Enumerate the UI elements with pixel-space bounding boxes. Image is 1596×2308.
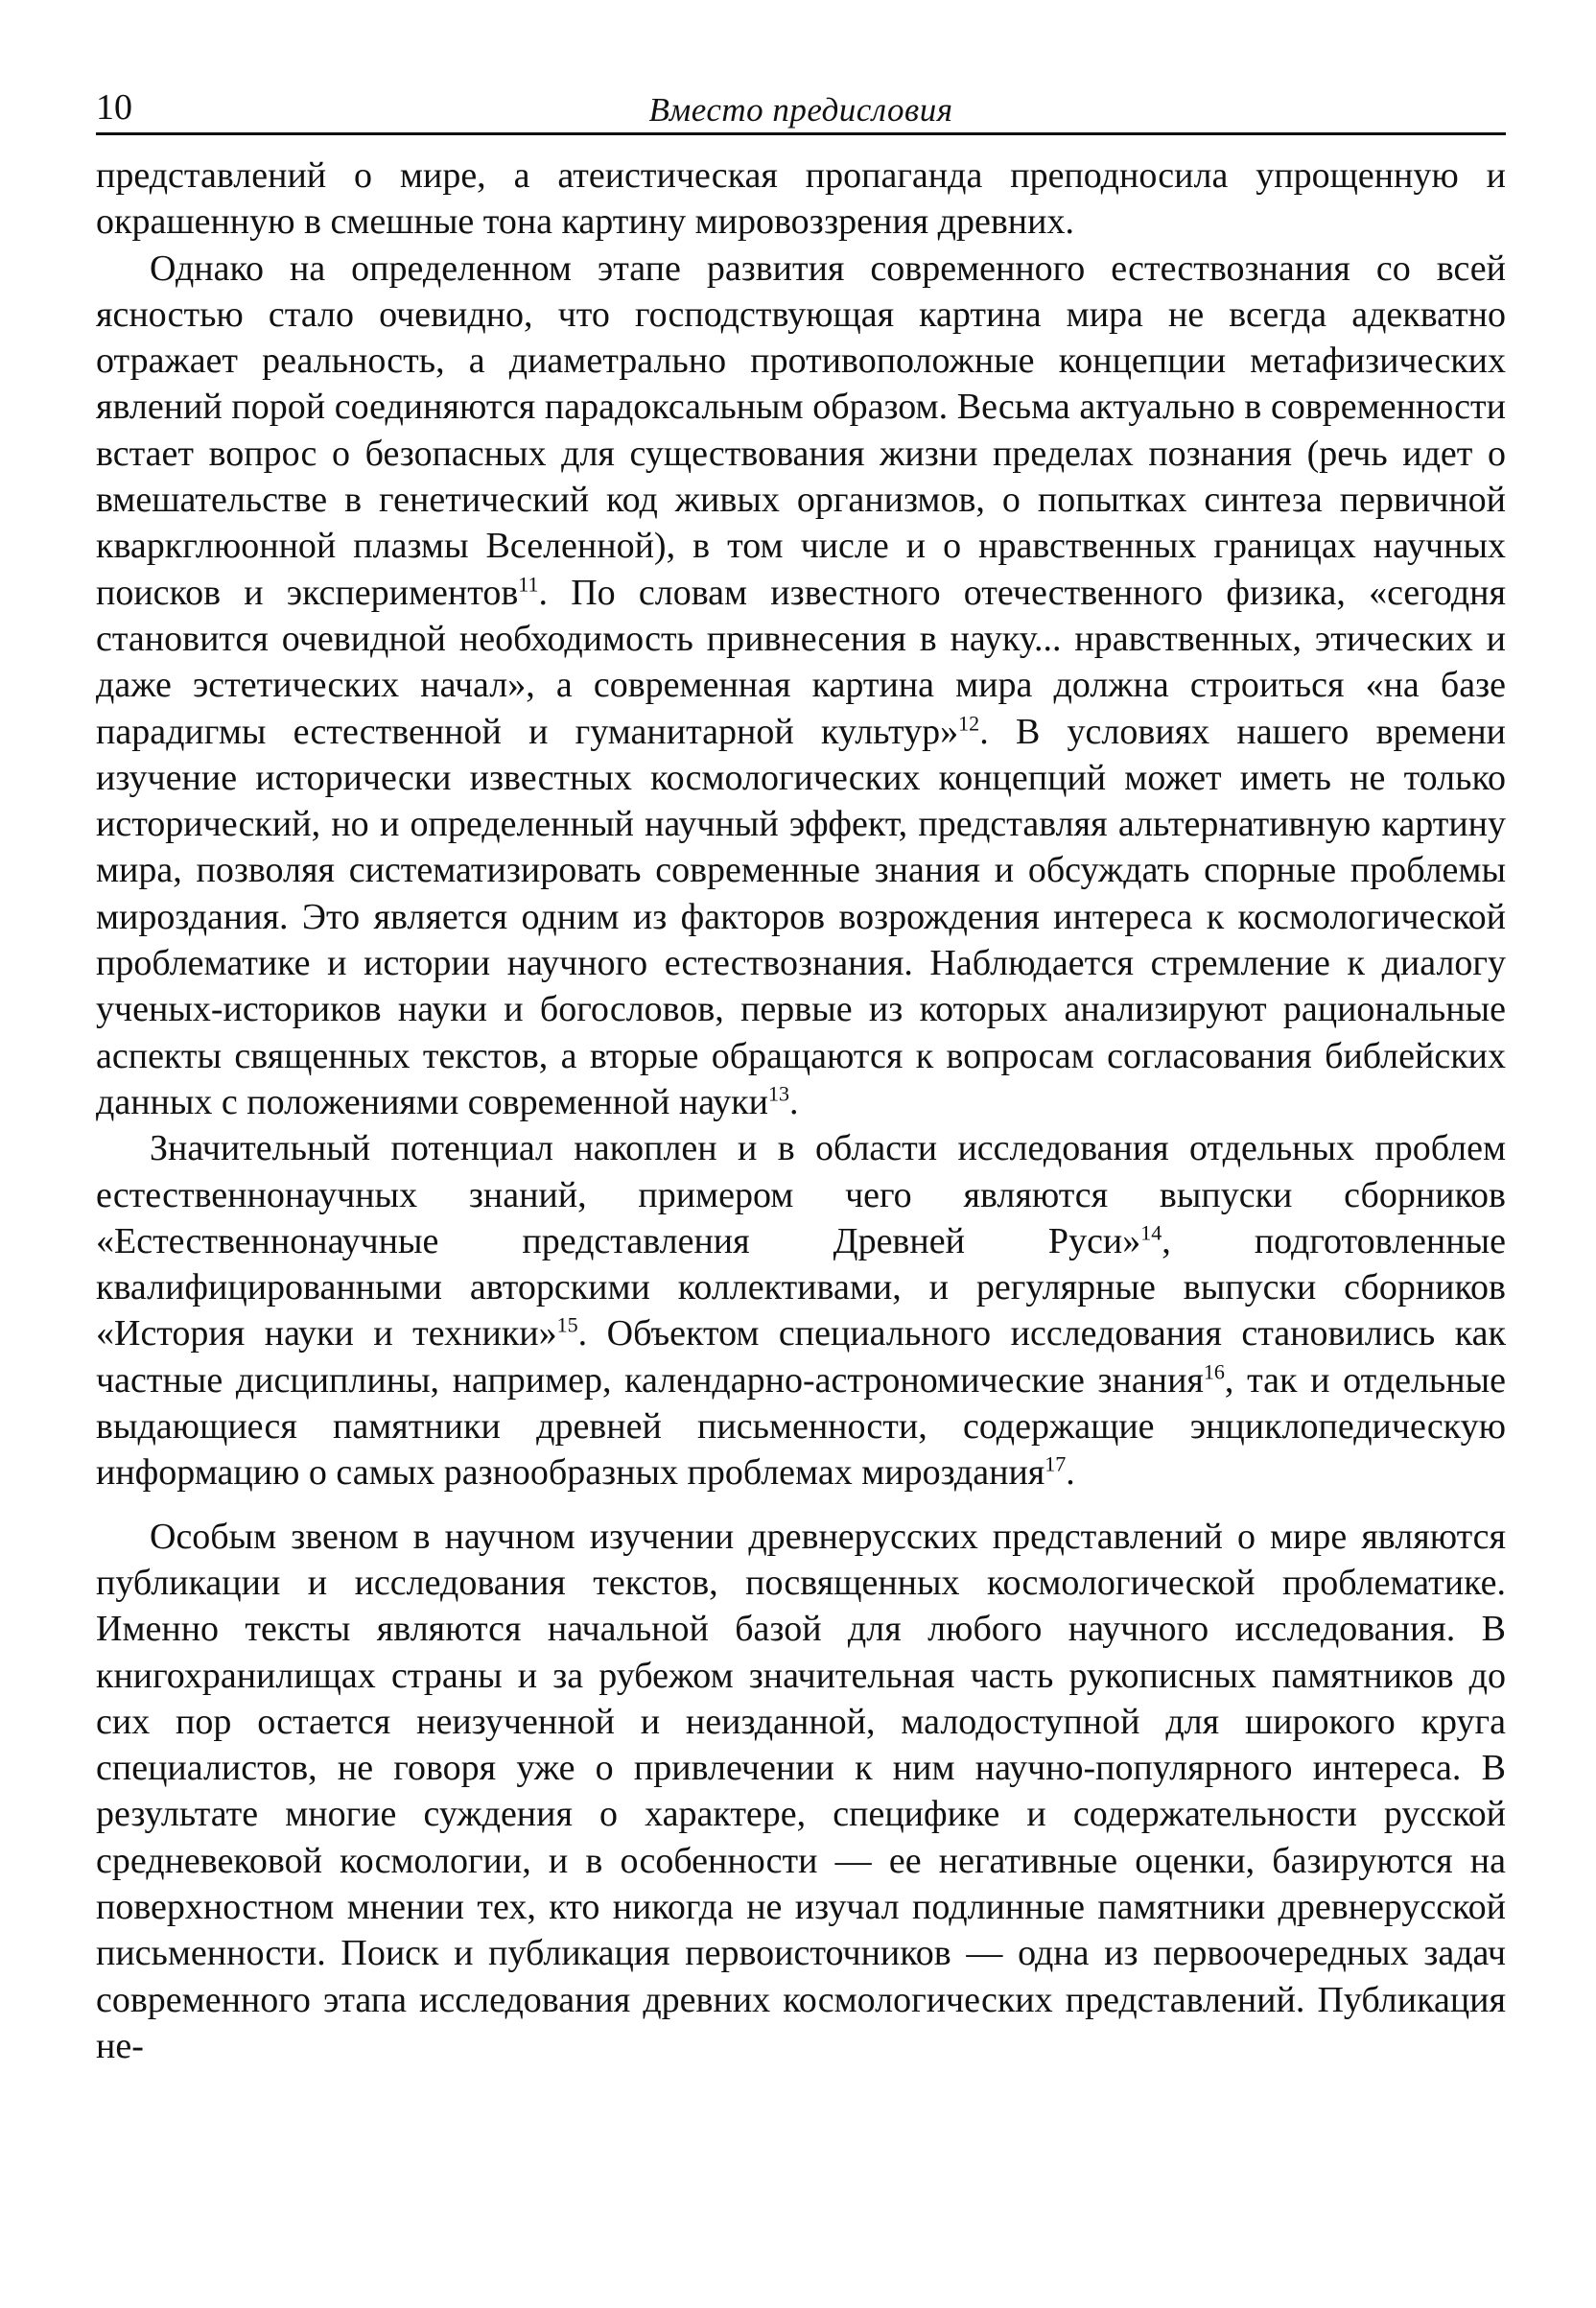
text-run: . [1066, 1452, 1075, 1494]
footnote-ref: 13 [767, 1081, 789, 1106]
book-page [96, 82, 1506, 2069]
text-run: . [788, 1081, 799, 1122]
running-head [96, 82, 1506, 135]
paragraph [96, 1125, 1506, 1495]
footnote-ref: 17 [1044, 1451, 1067, 1476]
text-run: представлений о мире, а атеистическая пропаганда преподносила упрощенную и окрашенную в смешные тона картину мировоззрения древних. [96, 155, 1506, 243]
page-number: 10 [96, 87, 132, 128]
text-run: Значительный потенциал накоплен и в области исследования отдельных проблем естественнонаучных знаний, примером чего являются выпуски сборников «Естественнонаучные представления Древней Руси» [96, 1128, 1506, 1261]
body-text [96, 153, 1506, 2069]
paragraph [96, 246, 1506, 1126]
text-run: . Объектом специального исследования становились как частные дисциплины, например, календарно-астрономические знания [96, 1313, 1506, 1401]
text-run: , подготовленные квалифицированными авторскими коллективами, и регулярные выпуски сборников «История науки и техники» [96, 1220, 1506, 1354]
footnote-ref: 15 [556, 1312, 578, 1337]
running-title: Вместо предисловия [648, 91, 953, 129]
text-run: . В условиях нашего времени изучение исторически известных космологических концепций может иметь не только исторический, но и определенный научный эффект, представляя альтернативную картину мира, позволяя систематизировать современные знания и обсуждать спорные проблемы мироздания. Это является одним из факторов возрождения интереса к космологической проблематике и истории научного естествознания. Наблюдается стремление к диалогу ученых-историков науки и богословов, первые из которых анализируют рациональные аспекты священных текстов, а вторые обращаются к вопросам согласования библейских данных с положениями современной науки [96, 711, 1507, 1122]
paragraph [96, 1514, 1506, 2070]
text-run: . По словам известного отечественного физика, «сегодня становится очевидной необходимость привнесения в науку... нравственных, этических и даже эстетических начал», а современная картина мира должна строиться «на базе парадигмы естественной и гуманитарной культур» [96, 572, 1506, 752]
paragraph [96, 153, 1506, 246]
text-run: Однако на определенном этапе развития современного естествознания со всей ясностью стало очевидно, что господствующая картина мира не всегда адекватно отражает реальность, а диаметрально противоположные концепции метафизических явлений порой соединяются парадоксальным образом. Весьма актуально в современности встает вопрос о безопасных для существования жизни пределах познания (речь идет о вмешательстве в генетический код живых организмов, о попытках синтеза первичной кваркглюонной плазмы Вселенной), в том числе и о нравственных границах научных поисков и экспериментов [96, 247, 1506, 613]
footnote-ref: 14 [1140, 1220, 1162, 1245]
footnote-ref: 16 [1203, 1359, 1225, 1384]
footnote-ref: 12 [958, 710, 980, 735]
text-run: Особым звеном в научном изучении древнерусских представлений о мире являются публикации и исследования текстов, посвященных космологической проблематике. Именно тексты являются начальной базой для любого научного исследования. В книгохранилищах страны и за рубежом значительная часть рукописных памятников до сих пор остается неизученной и неизданной, малодоступной для широкого круга специалистов, не говоря уже о привлечении к ним научно-популярного интереса. В результате многие суждения о характере, специфике и содержательности русской средневековой космологии, и в особенности — ее негативные оценки, базируются на поверхностном мнении тех, кто никогда не изучал подлинные памятники древнерусской письменности. Поиск и публикация первоисточников — одна из первоочередных задач современного этапа исследования древних космологических представлений. Публикация не- [96, 1516, 1506, 2066]
text-run: , так и отдельные выдающиеся памятники древней письменности, содержащие энциклопедическую информацию о самых разнообразных проблемах мироздания [96, 1359, 1506, 1494]
footnote-ref: 11 [518, 572, 539, 597]
